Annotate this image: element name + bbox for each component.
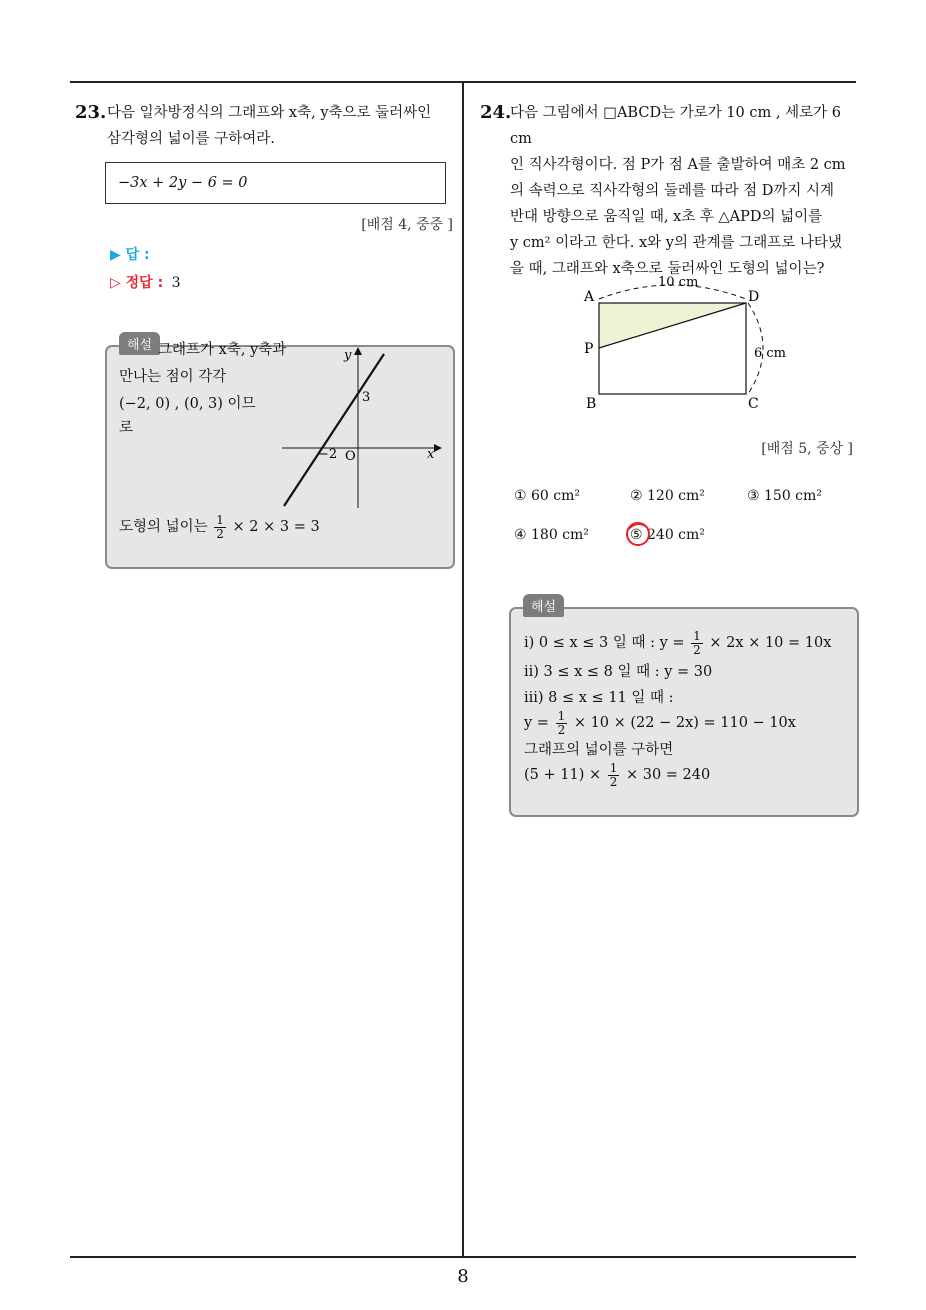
vertex-c: C [748, 396, 759, 410]
explanation-24-line-1: ⅰ) 0 ≤ x ≤ 3 일 때 : y = $\frac{1}{2}$ × 2x × 10 = 10x [524, 628, 832, 657]
explanation-24-line-5: 그래프의 넓이를 구하면 [524, 742, 674, 758]
vertex-b: B [586, 396, 597, 410]
graph-line [284, 354, 384, 506]
x-axis-arrow [434, 444, 442, 452]
question-24-line: y cm² 이라고 한다. x와 y의 관계를 그래프로 나타냈 [510, 235, 842, 251]
x-intercept-label: −2 [318, 447, 338, 462]
y-intercept-label: 3 [362, 390, 371, 405]
explanation-23-line: (−2, 0) , (0, 3) 이므 [119, 396, 256, 412]
fraction-half: $\frac{1}{2}$ [557, 708, 566, 737]
explanation-23-area: 도형의 넓이는 $\frac{1}{2}$ × 2 × 3 = 3 [119, 512, 320, 541]
correct-answer-row [110, 272, 181, 292]
explanation-24-line-2: ⅱ) 3 ≤ x ≤ 8 일 때 : y = 30 [524, 664, 713, 680]
explanation-23-line: 만나는 점이 각각 [119, 369, 227, 385]
column-divider [462, 81, 464, 1257]
correct-label: ▷ 정답 : [110, 275, 164, 291]
question-23-line: 다음 일차방정식의 그래프와 x축, y축으로 둘러싸인 [107, 105, 432, 121]
origin-label: O [345, 449, 356, 464]
correct-value: 3 [171, 275, 181, 291]
explanation-24-line-6: (5 + 11) × $\frac{1}{2}$ × 30 = 240 [524, 760, 711, 789]
rectangle-figure [580, 275, 800, 410]
explanation-tag-23: 해설 [119, 332, 160, 355]
question-23-text [75, 100, 455, 152]
choice-3[interactable]: ③ 150 cm² [747, 488, 822, 504]
question-24-line: 다음 그림에서 □ABCD는 가로가 10 cm , 세로가 6 cm [510, 105, 841, 147]
question-24-line: 인 직사각형이다. 점 P가 점 A를 출발하여 매초 2 cm [510, 157, 846, 173]
question-24-score: [배점 5, 중상 ] [761, 441, 853, 457]
question-24-line: 반대 방향으로 움직일 때, x초 후 △APD의 넓이를 [510, 209, 823, 225]
question-23-line: 삼각형의 넓이를 구하여라. [107, 131, 275, 147]
question-24-number: 24. [480, 102, 512, 123]
y-axis-arrow [354, 347, 362, 355]
question-23 [75, 100, 455, 152]
equation-box: −3x + 2y − 6 = 0 [105, 162, 446, 204]
y-axis-label: y [344, 348, 352, 363]
bottom-rule [70, 1256, 856, 1258]
question-23-score: [배점 4, 중중 ] [361, 217, 453, 233]
fraction-half: $\frac{1}{2}$ [216, 512, 224, 541]
height-label: 6 cm [754, 346, 787, 361]
choice-5[interactable]: ⑤ 240 cm² [630, 527, 705, 543]
choice-4[interactable]: ④ 180 cm² [514, 527, 589, 543]
explanation-24-line-4: y = $\frac{1}{2}$ × 10 × (22 − 2x) = 110 − 10x [524, 708, 796, 737]
answer-row [110, 244, 150, 264]
question-24-line: 의 속력으로 직사각형의 둘레를 따라 점 D까지 시계 [510, 183, 835, 199]
vertex-a: A [584, 289, 595, 305]
fraction-half: $\frac{1}{2}$ [693, 628, 701, 657]
x-axis-label: x [427, 447, 435, 462]
answer-label: ▶ 답 : [110, 247, 150, 263]
explanation-24-line-3: ⅲ) 8 ≤ x ≤ 11 일 때 : [524, 690, 674, 706]
question-24 [480, 100, 862, 282]
explanation-tag-24: 해설 [523, 594, 564, 617]
selected-choice-circle-icon [623, 519, 653, 549]
width-label: 10 cm [658, 275, 699, 290]
choice-1[interactable]: ① 60 cm² [514, 488, 580, 504]
choice-2[interactable]: ② 120 cm² [630, 488, 705, 504]
vertex-d: D [748, 289, 760, 305]
question-24-line: 을 때, 그래프와 x축으로 둘러싸인 도형의 넓이는? [510, 261, 825, 277]
question-23-number: 23. [75, 102, 107, 123]
explanation-23-line: 그래프가 x축, y축과 [158, 342, 287, 358]
fraction-half: $\frac{1}{2}$ [609, 760, 618, 789]
explanation-23-line: 로 [119, 420, 134, 436]
intercept-graph [272, 343, 452, 513]
page-number: 8 [457, 1266, 469, 1287]
point-p: P [584, 341, 594, 357]
question-24-text [480, 100, 862, 282]
